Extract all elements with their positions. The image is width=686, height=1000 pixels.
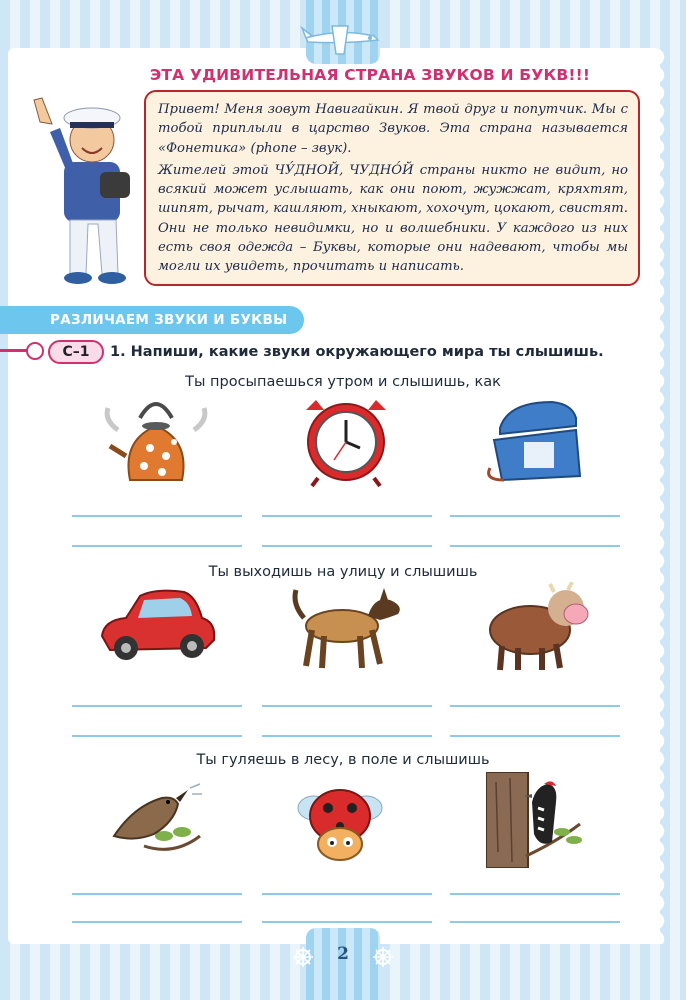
writing-line[interactable]: [72, 545, 242, 547]
dog-icon: [288, 584, 406, 672]
writing-line[interactable]: [72, 735, 242, 737]
writing-line[interactable]: [72, 893, 242, 895]
bottom-tab: [306, 928, 380, 1000]
writing-line[interactable]: [450, 735, 620, 737]
woodpecker-icon: [486, 772, 586, 868]
speech-paragraph-intro: Привет! Меня зовут Навигайкин. Я твой друг и попутчик. Мы с тобой приплыли в царство Звуков. Эта страна называется «Фонетика» (phone – звук).: [158, 102, 628, 156]
writing-line[interactable]: [262, 893, 432, 895]
section-banner: РАЗЛИЧАЕМ ЗВУКИ И БУКВЫ: [30, 306, 304, 334]
writing-line[interactable]: [450, 705, 620, 707]
page-number: 2: [337, 944, 349, 964]
writing-line[interactable]: [262, 921, 432, 923]
speech-paragraph-phonetics: Жителей этой ЧУ́ДНОЙ, ЧУДНО́Й страны никто не видит, но всякий может услышать, как они поют, жужжат, кряхтят, шипят, рычат, кашляют, хныкают, хохочут, цокают, свистят. Они не только невидимки, но и волшебники. У каждого из них есть своя одежда – Буквы, которые они надевают, чтобы мы могли их увидеть, прочитать и написать.: [158, 162, 628, 275]
alarm-clock-icon: [290, 396, 402, 488]
writing-line[interactable]: [72, 921, 242, 923]
writing-line[interactable]: [262, 545, 432, 547]
writing-line[interactable]: [450, 545, 620, 547]
group-caption-forest: Ты гуляешь в лесу, в поле и слышишь: [196, 752, 490, 768]
writing-line[interactable]: [262, 735, 432, 737]
writing-line[interactable]: [72, 515, 242, 517]
writing-line[interactable]: [262, 515, 432, 517]
cow-icon: [484, 582, 594, 674]
group-caption-street: Ты выходишь на улицу и слышишь: [208, 564, 478, 580]
task-marker-dot: [26, 342, 44, 360]
kettle-icon: [100, 396, 212, 488]
telephone-icon: [480, 396, 590, 488]
writing-line[interactable]: [262, 705, 432, 707]
seaplane-icon: [300, 18, 384, 60]
ladybug-icon: [292, 782, 388, 866]
sailor-boy-icon: [30, 92, 140, 292]
page-title: ЭТА УДИВИТЕЛЬНАЯ СТРАНА ЗВУКОВ И БУКВ!!!: [149, 66, 591, 84]
task-instruction: 1. Напиши, какие звуки окружающего мира ты слышишь.: [110, 344, 604, 360]
writing-line[interactable]: [450, 921, 620, 923]
speech-bubble: [144, 90, 640, 286]
writing-line[interactable]: [450, 893, 620, 895]
writing-line[interactable]: [72, 705, 242, 707]
car-icon: [96, 584, 220, 668]
task-badge: С–1: [48, 340, 104, 364]
group-caption-morning: Ты просыпаешься утром и слышишь, как: [185, 374, 501, 390]
writing-line[interactable]: [450, 515, 620, 517]
bird-icon: [104, 776, 204, 866]
